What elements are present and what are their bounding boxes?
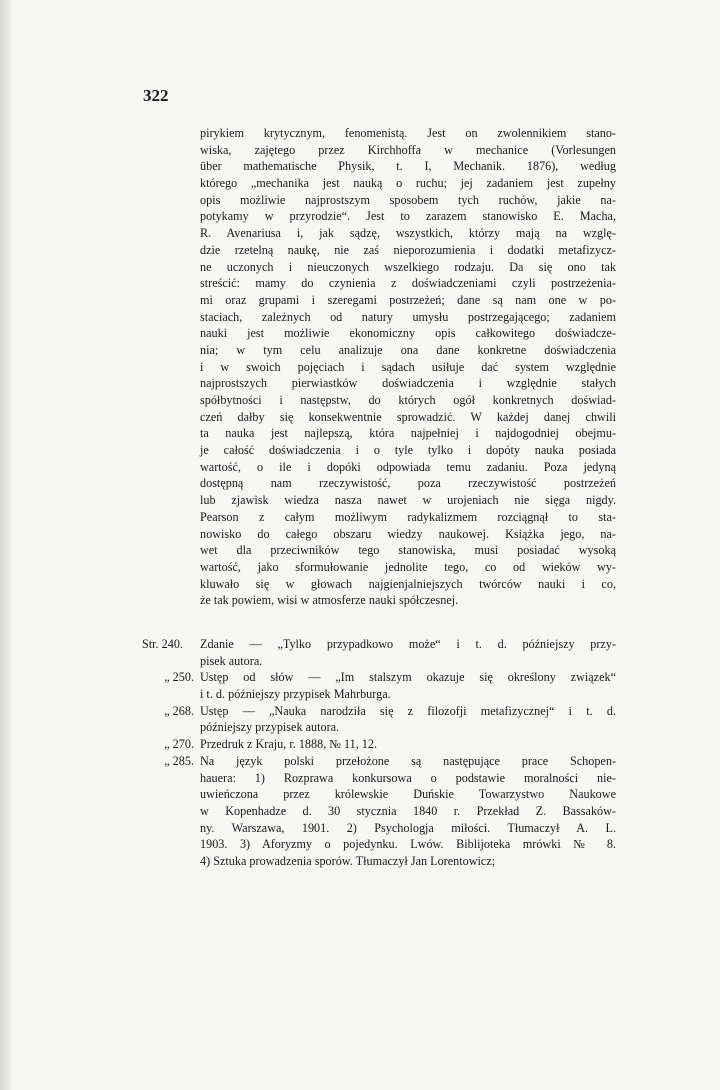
paragraph-line: wartość, o ile i dopóki odpowiada temu zadaniu. Poza jedyną bbox=[200, 459, 616, 474]
note-text bbox=[200, 636, 616, 669]
note-line: 4) Sztuka prowadzenia sporów. Tłumaczył Jan Lorentowicz; bbox=[200, 853, 496, 868]
paragraph-line: dzie rzetelną naukę, nie zaś nieporozumienia i dodatki metafizycz- bbox=[200, 242, 616, 257]
paragraph-line: że tak powiem, wisi w atmosferze nauki spółczesnej. bbox=[200, 593, 459, 608]
note-text bbox=[200, 753, 616, 870]
paragraph-line: streścić: mamy do czynienia z doświadczeniami czyli postrzeżenia- bbox=[200, 276, 616, 291]
paragraph-line: czeń dałby się konsekwentnie sprowadzić. W każdej danej chwili bbox=[200, 409, 616, 424]
paragraph-line: R. Avenariusa i, jak sądzę, wszystkich, którzy mają na wzglę- bbox=[200, 226, 616, 241]
note-entry-285 bbox=[142, 753, 616, 870]
note-text bbox=[200, 669, 616, 702]
note-line: Przedruk z Kraju, r. 1888, № 11, 12. bbox=[200, 737, 378, 752]
paragraph-line: ne uczonych i nieuczonych wszelkiego rodzaju. Da się ono tak bbox=[200, 259, 616, 274]
paragraph-line: nia; w tym celu analizuje ona dane konkretne doświadczenia bbox=[200, 342, 616, 357]
note-reference: Str. 240. bbox=[142, 637, 183, 651]
paragraph-line: ta nauka jest najlepszą, która najpełniej i najdogodniej obejmu- bbox=[200, 426, 616, 441]
note-line: 1903. 3) Aforyzmy o pojedynku. Lwów. Biblijoteka mrówki № 8. bbox=[200, 837, 616, 852]
paragraph-line: mi oraz grupami i szeregami postrzeżeń; dane są nam one w po- bbox=[200, 292, 616, 307]
note-entry-250 bbox=[142, 669, 616, 702]
paragraph-line: kluwało się w głowach najgienjalniejszych twórców nauki i co, bbox=[200, 576, 616, 591]
note-entry-270 bbox=[142, 736, 616, 753]
paragraph-line: je całość doświadczenia i o tyle tylko i dopóty nauka posiada bbox=[200, 443, 616, 458]
note-entry-268 bbox=[142, 703, 616, 736]
note-text bbox=[200, 736, 616, 753]
paragraph-line: Pearson z całym możliwym radykalizmem rozciągnął to sta- bbox=[200, 509, 616, 524]
paragraph-line: pirykiem krytycznym, fenomenistą. Jest on zwolennikiem stano- bbox=[200, 126, 616, 140]
note-line: Zdanie — „Tylko przypadkowo może“ i t. d. późniejszy przy- bbox=[200, 637, 616, 651]
note-line: późniejszy przypisek autora. bbox=[200, 720, 340, 735]
paragraph-line: opis możliwie najprostszym sposobem tych ruchów, jakie na- bbox=[200, 192, 616, 207]
note-line: i t. d. późniejszy przypisek Mahrburga. bbox=[200, 687, 391, 702]
paragraph-line: potykamy w przyrodzie“. Jest to zarazem stanowisko E. Macha, bbox=[200, 209, 616, 224]
note-line: Ustęp — „Nauka narodziła się z filozofji metafizycznej“ i t. d. bbox=[200, 703, 616, 718]
note-line: hauera: 1) Rozprawa konkursowa o podstawie moralności nie- bbox=[200, 770, 616, 785]
page-number: 322 bbox=[143, 86, 169, 105]
note-line: w Kopenhadze d. 30 stycznia 1840 r. Przekład Z. Bassaków- bbox=[200, 803, 616, 818]
notes-list bbox=[142, 636, 616, 870]
note-line: Ustęp od słów — „Im stalszym okazuje się określony związek“ bbox=[200, 670, 616, 685]
paragraph-line: nauki jest możliwie ekonomiczny opis całkowitego doświadcze- bbox=[200, 326, 616, 341]
paragraph-line: staciach, zależnych od natury umysłu postrzegającego; zadaniem bbox=[200, 309, 616, 324]
paragraph-line: wiska, zajętego przez Kirchhoffa w mechanice (Vorlesungen bbox=[200, 142, 616, 157]
note-line: ny. Warszawa, 1901. 2) Psychologja miłości. Tłumaczył A. L. bbox=[200, 820, 616, 835]
note-text bbox=[200, 703, 616, 736]
paragraph-line: dostępną nam rzeczywistość, poza rzeczywistość postrzeżeń bbox=[200, 476, 616, 491]
note-reference: „ 270. bbox=[164, 737, 194, 752]
note-reference: „ 285. bbox=[164, 753, 194, 768]
paragraph-line: wet dla przeciwników tego stanowiska, musi posiadać wysoką bbox=[200, 543, 616, 558]
paragraph-line: über mathematische Physik, t. I, Mechanik. 1876), według bbox=[200, 159, 616, 174]
paragraph-line: nowisko do całego obszaru wiedzy naukowej. Książka jego, na- bbox=[200, 526, 616, 541]
paragraph-line: i w swoich pojęciach i sądach usiłuje dać system względnie bbox=[200, 359, 616, 374]
note-line: Na język polski przełożone są następujące prace Schopen- bbox=[200, 753, 616, 768]
paragraph-line: najprostszych pierwiastków doświadczenia i względnie stałych bbox=[200, 376, 616, 391]
paragraph-line: którego „mechanika jest nauką o ruchu; jej zadaniem jest zupełny bbox=[200, 176, 616, 191]
note-line: pisek autora. bbox=[200, 653, 263, 668]
note-line: uwieńczona przez królewskie Duńskie Towarzystwo Naukowe bbox=[200, 787, 616, 802]
note-reference: „ 250. bbox=[164, 670, 194, 685]
page-edge-shadow bbox=[0, 0, 14, 1090]
main-paragraph bbox=[200, 125, 616, 609]
note-reference: „ 268. bbox=[164, 703, 194, 718]
paragraph-line: wartość, jako sformułowanie jednolite tego, co od wieków wy- bbox=[200, 559, 616, 574]
paragraph-line: spółbytności i następstw, do których ogół konkretnych doświad- bbox=[200, 393, 616, 407]
paragraph-line: lub zjawisk wiedza nasza nawet w urojeniach nie sięga nigdy. bbox=[200, 493, 616, 508]
note-entry-240 bbox=[142, 636, 616, 669]
